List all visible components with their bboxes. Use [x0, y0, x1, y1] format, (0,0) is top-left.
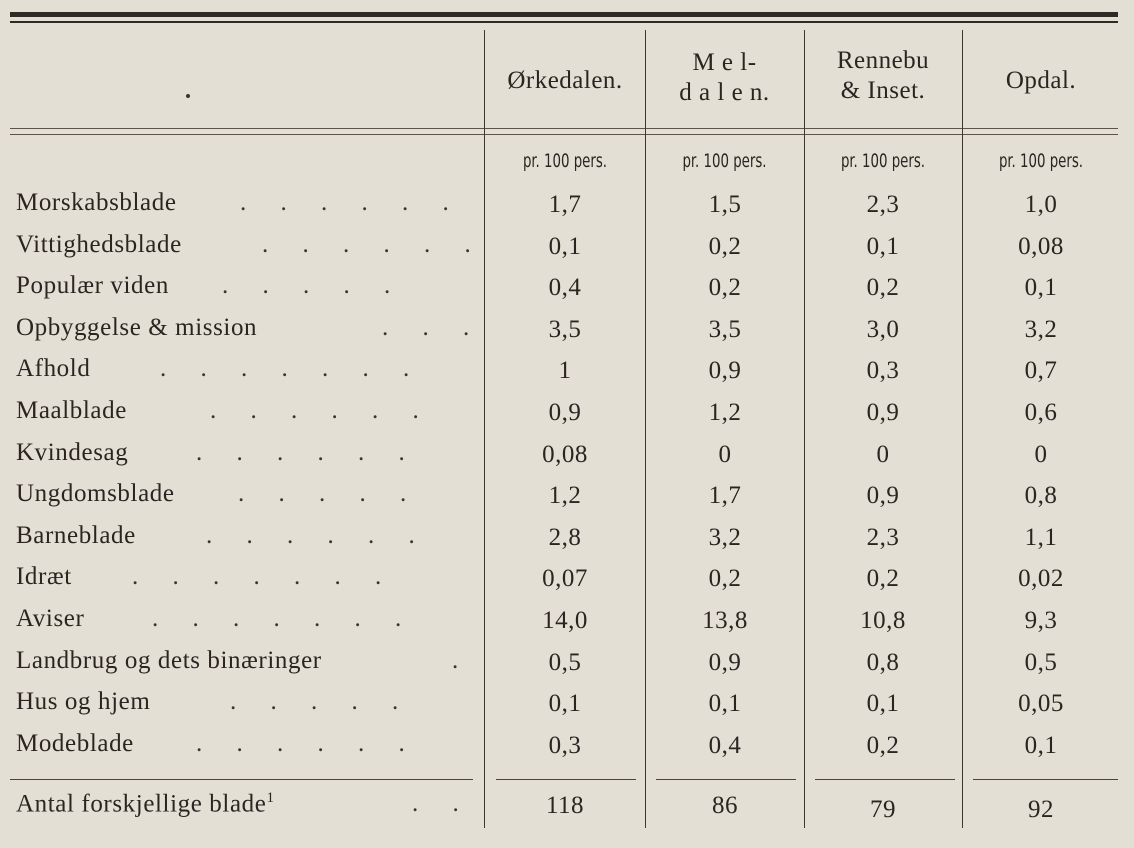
table-cell: 0,7: [1024, 357, 1058, 384]
table-cell: 13,8: [702, 607, 748, 634]
table-cell: 0,8: [866, 649, 900, 676]
top-rule-thin: [10, 21, 1118, 23]
row-label: Hus og hjem: [16, 688, 151, 715]
leader-dots: . . .: [382, 314, 484, 341]
table-cell: 0,9: [548, 399, 582, 426]
table-cell: 0,1: [548, 233, 582, 260]
column-header-opdal: Opdal.: [1005, 67, 1077, 94]
column-header-meldalen: M e l- d a l e n.: [679, 49, 770, 106]
footnote-marker: 1: [266, 790, 275, 806]
table-cell: 0,5: [1024, 649, 1058, 676]
table-cell: 0: [718, 441, 732, 468]
row-label: Maalblade: [16, 397, 127, 424]
table-cell: 0,4: [708, 732, 742, 759]
row-label: Morskabsblade: [16, 189, 177, 216]
table-cell: 1,7: [548, 191, 582, 218]
table-cell: 0: [1034, 441, 1048, 468]
table-cell: 1,1: [1024, 524, 1058, 551]
total-rule: [496, 779, 636, 780]
leader-dots: . . . . . . .: [152, 605, 416, 632]
row-label: Afhold: [16, 355, 91, 382]
table-cell: 9,3: [1024, 607, 1058, 634]
leader-dots: . . . . .: [230, 688, 413, 715]
table-cell: 0,3: [866, 357, 900, 384]
table-cell: 0,07: [542, 565, 588, 592]
total-rule: [973, 779, 1118, 780]
row-label: Aviser: [16, 605, 85, 632]
row-label: Landbrug og dets binæringer: [16, 647, 322, 674]
table-cell: 0,1: [708, 690, 742, 717]
table-cell: 1: [558, 357, 572, 384]
header-rule-upper: [10, 128, 1118, 129]
column-divider: [645, 30, 646, 828]
table-cell: 0,9: [708, 357, 742, 384]
row-label: Vittighedsblade: [16, 231, 182, 258]
total-value-rennebu-inset: 79: [870, 796, 896, 823]
table-cell: 0,9: [866, 482, 900, 509]
top-rule-thick: [10, 12, 1118, 17]
table-cell: 1,2: [548, 482, 582, 509]
table-cell: 14,0: [542, 607, 588, 634]
table-cell: 0,1: [1024, 274, 1058, 301]
leader-dots: . . . . . .: [196, 730, 419, 757]
table-cell: 1,2: [708, 399, 742, 426]
row-label: Modeblade: [16, 730, 134, 757]
table-cell: 0,2: [866, 732, 900, 759]
table-cell: 0,2: [708, 274, 742, 301]
total-row-label: Antal forskjellige blade$^1$: [16, 790, 275, 818]
total-value-meldalen: 86: [712, 792, 738, 819]
table-cell: 2,3: [866, 524, 900, 551]
leader-dots: . . . . .: [238, 480, 421, 507]
table-cell: 0,1: [548, 690, 582, 717]
table-cell: 0,5: [548, 649, 582, 676]
leader-dots: . . . . . .: [206, 522, 429, 549]
unit-label: pr. 100 pers.: [522, 150, 608, 172]
table-cell: 3,0: [866, 316, 900, 343]
leader-dots: . .: [412, 790, 473, 817]
table-cell: 0,6: [1024, 399, 1058, 426]
row-label: Opbyggelse & mission: [16, 314, 258, 341]
unit-label: pr. 100 pers.: [998, 150, 1084, 172]
table-cell: 0,2: [708, 233, 742, 260]
row-label: Idræt: [16, 563, 72, 590]
total-rule: [10, 779, 473, 780]
row-label: Kvindesag: [16, 439, 129, 466]
column-header-orkedalen: Ørkedalen.: [507, 67, 623, 94]
column-header-rennebu-inset: Rennebu & Inset.: [836, 47, 930, 104]
table-cell: 0,2: [708, 565, 742, 592]
leader-dots: . . . . . .: [196, 439, 419, 466]
row-label: Populær viden: [16, 272, 169, 299]
table-cell: 0,9: [866, 399, 900, 426]
row-label: Barneblade: [16, 522, 136, 549]
unit-label: pr. 100 pers.: [682, 150, 767, 172]
table-cell: 0,02: [1018, 565, 1064, 592]
leader-dots: . . . . . . .: [132, 563, 396, 590]
total-rule: [815, 779, 955, 780]
table-cell: 0,08: [542, 441, 588, 468]
total-value-opdal: 92: [1028, 796, 1054, 823]
table-cell: 2,3: [866, 191, 900, 218]
row-label: Ungdomsblade: [16, 480, 175, 507]
leader-dots: . . . . . .: [240, 189, 463, 216]
table-cell: 0,1: [1024, 732, 1058, 759]
header-rule-lower: [10, 134, 1118, 135]
table-cell: 0,1: [866, 233, 900, 260]
table-cell: 3,2: [708, 524, 742, 551]
table-cell: 0,2: [866, 565, 900, 592]
unit-label: pr. 100 pers.: [840, 150, 926, 172]
leader-dots: . . . . . .: [210, 397, 433, 424]
table-cell: 1,7: [708, 482, 742, 509]
table-cell: 0,8: [1024, 482, 1058, 509]
table-cell: 0: [876, 441, 890, 468]
table-cell: 0,05: [1018, 690, 1064, 717]
table-cell: 0,08: [1018, 233, 1064, 260]
table-cell: 3,2: [1024, 316, 1058, 343]
total-value-orkedalen: 118: [545, 792, 585, 819]
table-cell: 0,4: [548, 274, 582, 301]
table-cell: 0,2: [866, 274, 900, 301]
table-cell: 2,8: [548, 524, 582, 551]
table-cell: 1,0: [1024, 191, 1058, 218]
table-cell: 1,5: [708, 191, 742, 218]
table-cell: 0,1: [866, 690, 900, 717]
table-cell: 3,5: [548, 316, 582, 343]
total-rule: [656, 779, 796, 780]
column-divider: [484, 30, 485, 828]
leader-dots: . . . . .: [222, 272, 405, 299]
leader-dots: . . . . . . .: [160, 355, 424, 382]
column-divider: [804, 30, 805, 828]
table-cell: 0,9: [708, 649, 742, 676]
table-cell: 10,8: [860, 607, 906, 634]
column-divider: [962, 30, 963, 828]
table-cell: 0,3: [548, 732, 582, 759]
table-cell: 3,5: [708, 316, 742, 343]
leader-dots: . . . . . .: [262, 231, 485, 258]
header-stub-dot: [186, 94, 190, 98]
leader-dots: .: [452, 647, 473, 674]
